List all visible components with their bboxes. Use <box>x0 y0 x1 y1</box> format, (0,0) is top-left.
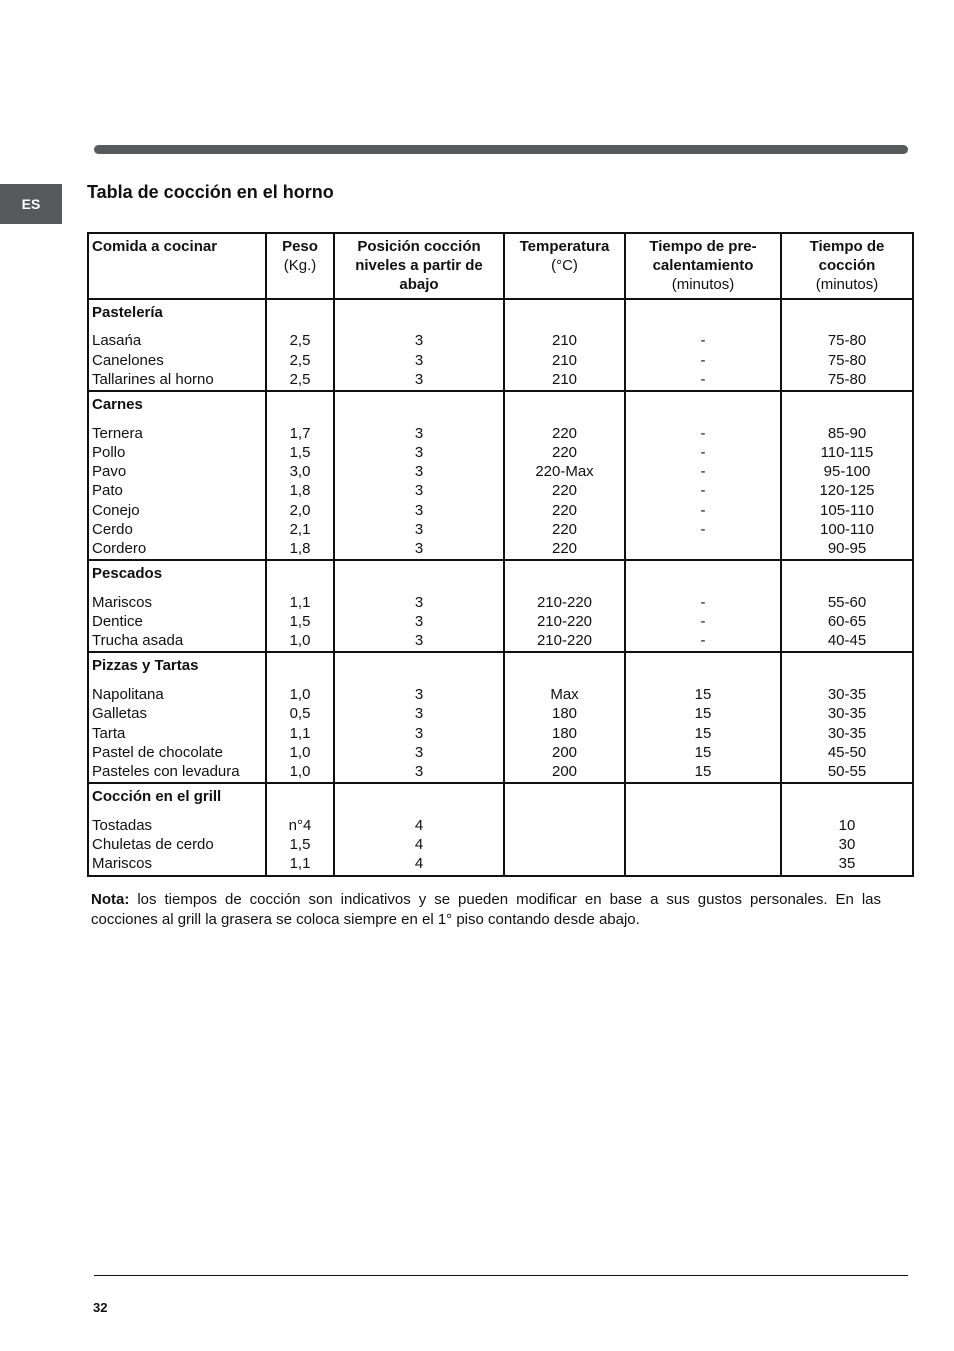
food-name: Pollo <box>92 443 126 461</box>
time-value: 90-95 <box>827 539 867 557</box>
category-group <box>88 652 913 783</box>
preheat-value: 15 <box>694 705 712 723</box>
preheat-value: - <box>700 463 706 481</box>
weight-value: 1,7 <box>289 424 311 442</box>
header-preheat: Tiempo de pre-calentamiento (minutos) <box>625 233 781 299</box>
time-value: 75-80 <box>827 332 867 350</box>
weight-value: 0,5 <box>289 705 311 723</box>
position-cell <box>334 299 504 391</box>
food-name: Canelones <box>92 351 164 369</box>
preheat-cell <box>625 299 781 391</box>
weight-value: 3,0 <box>289 463 311 481</box>
preheat-value: - <box>700 613 706 631</box>
time-value: 75-80 <box>827 370 867 388</box>
food-cell <box>88 391 266 560</box>
temp-value: 180 <box>551 705 578 723</box>
category-label: Cocción en el grill <box>92 788 222 806</box>
category-group <box>88 560 913 652</box>
temperature-cell <box>504 391 625 560</box>
time-value: 110-115 <box>820 443 874 461</box>
cook-time-cell <box>781 560 913 652</box>
food-name: Tarta <box>92 724 126 742</box>
weight-value: 2,5 <box>289 370 311 388</box>
position-value: 3 <box>414 351 424 369</box>
temp-value: 210-220 <box>536 593 593 611</box>
category-group <box>88 783 913 875</box>
footnote <box>91 890 881 929</box>
position-value: 3 <box>414 443 424 461</box>
weight-value: n°4 <box>288 816 312 834</box>
position-value: 4 <box>414 836 424 854</box>
temp-value: 220 <box>551 424 578 442</box>
temp-value: 210 <box>551 370 578 388</box>
temperature-cell <box>504 560 625 652</box>
time-value: 45-50 <box>827 743 867 761</box>
preheat-value: - <box>700 520 706 538</box>
preheat-value <box>629 539 777 558</box>
preheat-cell <box>625 783 781 875</box>
preheat-cell <box>625 391 781 560</box>
temp-value: 220 <box>551 443 578 461</box>
food-name: Pasteles con levadura <box>92 762 240 780</box>
time-value: 105-110 <box>820 501 874 519</box>
category-label: Pizzas y Tartas <box>92 657 199 675</box>
preheat-value: - <box>700 332 706 350</box>
position-value: 3 <box>414 686 424 704</box>
time-value: 30-35 <box>827 686 867 704</box>
temp-value: 220 <box>551 539 578 557</box>
time-value: 10 <box>838 816 856 834</box>
header-cook-time: Tiempo de cocción (minutos) <box>781 233 913 299</box>
food-name: Tostadas <box>92 816 153 834</box>
food-cell <box>88 560 266 652</box>
temp-value <box>508 835 621 854</box>
temperature-cell <box>504 783 625 875</box>
cook-time-cell <box>781 299 913 391</box>
category-label: Pastelería <box>92 303 163 321</box>
header-food: Comida a cocinar <box>88 233 266 299</box>
language-tab: ES <box>0 184 62 224</box>
food-name: Tallarines al horno <box>92 370 214 388</box>
temp-value: 180 <box>551 724 578 742</box>
preheat-value: - <box>700 501 706 519</box>
temp-value: 200 <box>551 743 578 761</box>
food-name: Mariscos <box>92 855 153 873</box>
position-cell <box>334 391 504 560</box>
weight-value: 1,1 <box>289 724 311 742</box>
time-value: 60-65 <box>827 613 867 631</box>
weight-value: 1,5 <box>289 836 311 854</box>
weight-value: 1,0 <box>289 686 311 704</box>
position-value: 4 <box>414 816 424 834</box>
cook-time-cell <box>781 652 913 783</box>
time-value: 85-90 <box>827 424 867 442</box>
temp-value: 210-220 <box>536 632 593 650</box>
page-title: Tabla de cocción en el horno <box>87 182 334 202</box>
food-name: Cerdo <box>92 520 133 538</box>
food-cell <box>88 652 266 783</box>
time-value: 30-35 <box>827 705 867 723</box>
temp-value: 220-Max <box>535 463 594 481</box>
temp-value: 220 <box>551 501 578 519</box>
temperature-cell <box>504 299 625 391</box>
cook-time-cell <box>781 391 913 560</box>
food-name: Pato <box>92 482 123 500</box>
preheat-value: - <box>700 351 706 369</box>
preheat-value: 15 <box>694 724 712 742</box>
header-position: Posición cocción niveles a partir de abajo <box>334 233 504 299</box>
preheat-value <box>629 854 777 873</box>
preheat-value <box>629 835 777 854</box>
food-name: Napolitana <box>92 686 164 704</box>
position-value: 3 <box>414 501 424 519</box>
weight-value: 1,5 <box>289 443 311 461</box>
position-value: 3 <box>414 593 424 611</box>
preheat-cell <box>625 560 781 652</box>
position-cell <box>334 652 504 783</box>
position-value: 3 <box>414 743 424 761</box>
food-name: Mariscos <box>92 593 153 611</box>
temp-value <box>508 816 621 835</box>
preheat-value: - <box>700 632 706 650</box>
weight-value: 1,0 <box>289 632 311 650</box>
position-value: 3 <box>414 463 424 481</box>
position-value: 3 <box>414 520 424 538</box>
food-name: Dentice <box>92 613 143 631</box>
preheat-value: - <box>700 482 706 500</box>
time-value: 30 <box>838 836 856 854</box>
food-name: Cordero <box>92 539 147 557</box>
position-value: 3 <box>414 332 424 350</box>
temp-value: 210 <box>551 351 578 369</box>
temp-value: 210-220 <box>536 613 593 631</box>
preheat-value: 15 <box>694 686 712 704</box>
position-value: 3 <box>414 424 424 442</box>
position-value: 3 <box>414 762 424 780</box>
food-name: Galletas <box>92 705 148 723</box>
weight-cell <box>266 299 334 391</box>
preheat-value <box>629 816 777 835</box>
food-cell <box>88 783 266 875</box>
time-value: 35 <box>838 855 856 873</box>
food-name: Pastel de chocolate <box>92 743 223 761</box>
note-text: los tiempos de cocción son indicativos y se pueden modificar en base a sus gustos personales. En las cocciones al grill la grasera se coloca siempre en el 1° piso contando desde abajo. <box>91 891 881 928</box>
time-value: 100-110 <box>820 520 874 538</box>
page-number: 32 <box>93 1300 108 1315</box>
temp-value: Max <box>550 686 579 704</box>
time-value: 120-125 <box>819 482 875 500</box>
weight-value: 1,5 <box>289 613 311 631</box>
temp-value: 200 <box>551 762 578 780</box>
weight-cell <box>266 783 334 875</box>
weight-cell <box>266 391 334 560</box>
food-name: Lasańa <box>92 332 142 350</box>
position-value: 3 <box>414 632 424 650</box>
food-name: Ternera <box>92 424 143 442</box>
time-value: 55-60 <box>827 593 867 611</box>
table-header-row <box>88 233 913 299</box>
footer-rule <box>94 1275 908 1276</box>
preheat-value: 15 <box>694 762 712 780</box>
category-label: Pescados <box>92 565 163 583</box>
food-name: Chuletas de cerdo <box>92 836 214 854</box>
temp-value: 210 <box>551 332 578 350</box>
food-name: Trucha asada <box>92 632 184 650</box>
category-group <box>88 299 913 391</box>
position-cell <box>334 560 504 652</box>
category-group <box>88 391 913 560</box>
time-value: 30-35 <box>827 724 867 742</box>
temp-value: 220 <box>551 520 578 538</box>
header-temperature: Temperatura (°C) <box>504 233 625 299</box>
cooking-table <box>87 232 914 877</box>
header-rule <box>94 145 908 154</box>
food-cell <box>88 299 266 391</box>
preheat-cell <box>625 652 781 783</box>
weight-value: 1,0 <box>289 762 311 780</box>
position-value: 3 <box>414 613 424 631</box>
preheat-value: - <box>700 443 706 461</box>
weight-cell <box>266 560 334 652</box>
weight-value: 1,1 <box>289 855 311 873</box>
position-value: 4 <box>414 855 424 873</box>
position-value: 3 <box>414 370 424 388</box>
food-name: Conejo <box>92 501 140 519</box>
cook-time-cell <box>781 783 913 875</box>
weight-value: 1,8 <box>289 482 311 500</box>
position-value: 3 <box>414 482 424 500</box>
time-value: 50-55 <box>827 762 867 780</box>
note-label: Nota: <box>91 891 130 908</box>
food-name: Pavo <box>92 463 127 481</box>
time-value: 75-80 <box>827 351 867 369</box>
temperature-cell <box>504 652 625 783</box>
position-value: 3 <box>414 724 424 742</box>
position-cell <box>334 783 504 875</box>
weight-cell <box>266 652 334 783</box>
weight-value: 2,0 <box>289 501 311 519</box>
preheat-value: - <box>700 370 706 388</box>
preheat-value: - <box>700 593 706 611</box>
time-value: 95-100 <box>823 463 871 481</box>
weight-value: 1,1 <box>289 593 311 611</box>
weight-value: 1,8 <box>289 539 311 557</box>
weight-value: 2,1 <box>289 520 311 538</box>
temp-value: 220 <box>551 482 578 500</box>
temp-value <box>508 854 621 873</box>
time-value: 40-45 <box>827 632 867 650</box>
category-label: Carnes <box>92 395 143 413</box>
weight-value: 2,5 <box>289 351 311 369</box>
preheat-value: 15 <box>694 743 712 761</box>
header-weight: Peso (Kg.) <box>266 233 334 299</box>
preheat-value: - <box>700 424 706 442</box>
weight-value: 2,5 <box>289 332 311 350</box>
weight-value: 1,0 <box>289 743 311 761</box>
position-value: 3 <box>414 705 424 723</box>
position-value: 3 <box>414 539 424 557</box>
